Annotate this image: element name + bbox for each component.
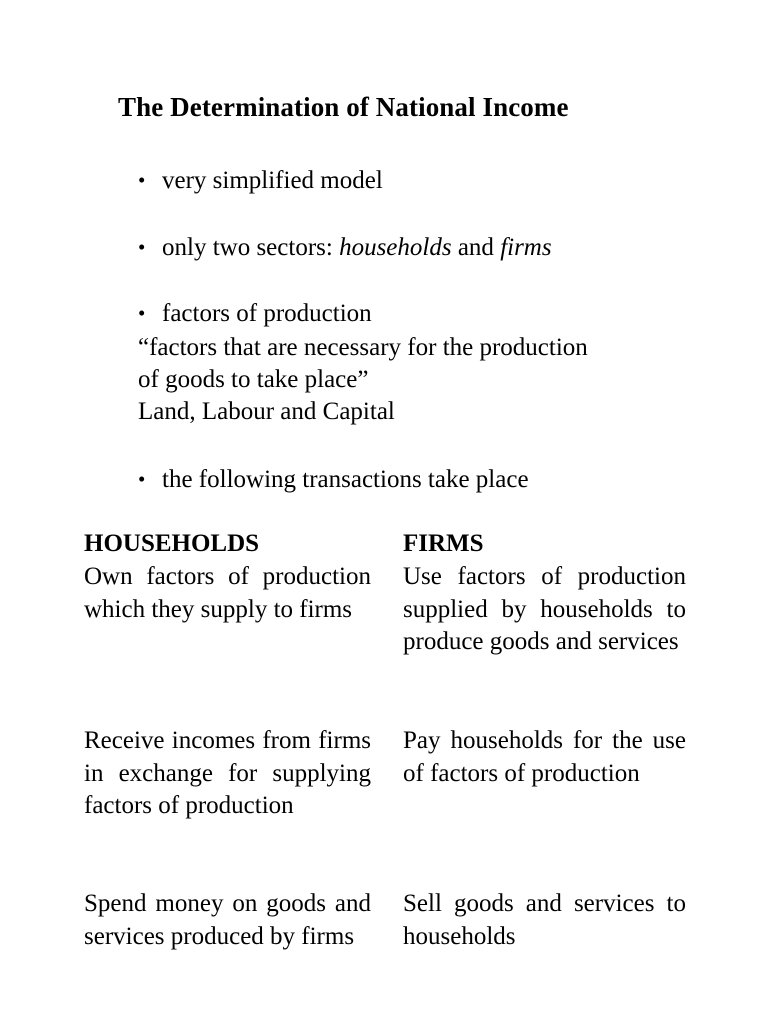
households-cell-1: Own factors of production which they supply to firms <box>84 563 371 623</box>
definition-quote-line-2: of goods to take place” <box>138 366 369 393</box>
bullet-icon: • <box>138 467 146 491</box>
households-column-header: HOUSEHOLDS <box>84 530 260 557</box>
bullet-emphasis-households: households <box>339 234 452 261</box>
firms-cell-3: Sell goods and services to households <box>403 890 686 950</box>
firms-cell-1: Use factors of production supplied by households to produce goods and services <box>403 563 686 655</box>
bullet-emphasis-firms: firms <box>500 234 552 261</box>
bullet-item-1 <box>138 164 383 198</box>
bullet-text: the following transactions take place <box>162 466 529 493</box>
bullet-text-mid: and <box>451 234 501 261</box>
bullet-item-3 <box>138 297 372 331</box>
definition-quote-line-1: “factors that are necessary for the production <box>138 334 588 361</box>
definition-examples: Land, Labour and Capital <box>138 398 395 425</box>
firms-cell-2: Pay households for the use of factors of production <box>403 727 686 787</box>
page-title: The Determination of National Income <box>118 92 569 122</box>
bullet-icon: • <box>138 301 146 325</box>
households-cell-3: Spend money on goods and services produced by firms <box>84 890 371 950</box>
households-cell-2: Receive incomes from firms in exchange for supplying factors of production <box>84 727 371 819</box>
bullet-icon: • <box>138 235 146 259</box>
bullet-text: factors of production <box>162 300 372 327</box>
bullet-item-4 <box>138 463 529 497</box>
bullet-item-2 <box>138 231 552 265</box>
bullet-text: only two sectors: <box>162 234 340 261</box>
bullet-text: very simplified model <box>162 167 383 194</box>
firms-column-header: FIRMS <box>403 530 484 557</box>
bullet-icon: • <box>138 168 146 192</box>
